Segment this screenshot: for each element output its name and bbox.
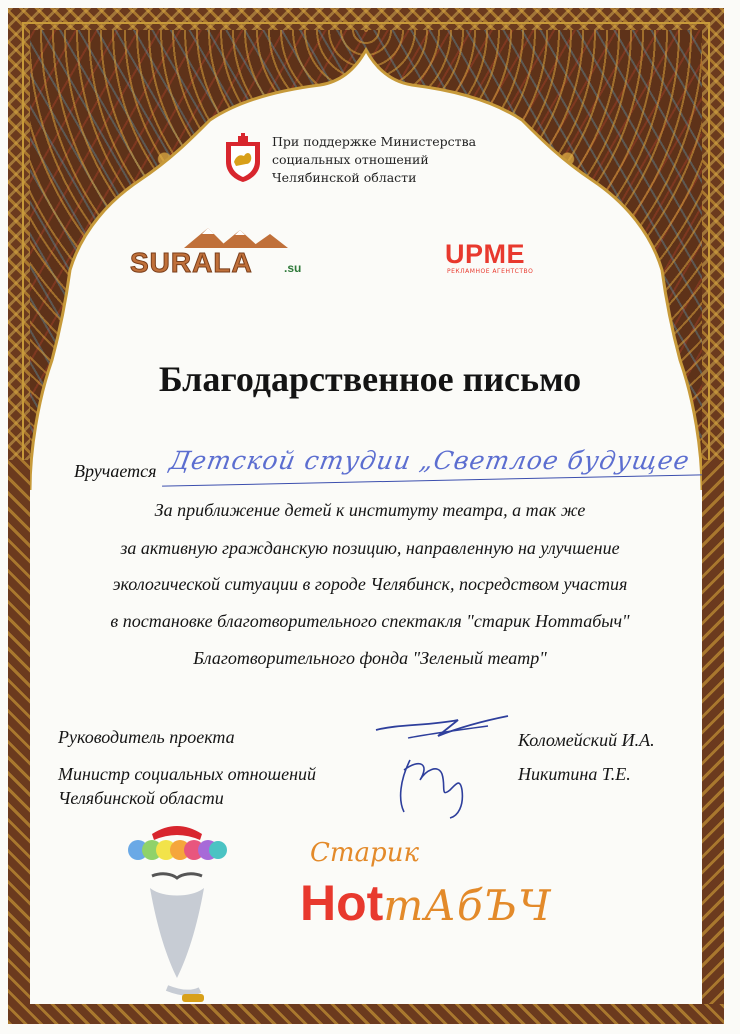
signer-role-minister-region: Челябинской области [58, 788, 224, 808]
hottabych-logo-rest: тАбЪЧ [383, 881, 552, 930]
svg-text:SURALA: SURALA [130, 247, 253, 278]
bottom-border-strip [8, 1004, 724, 1024]
body-line: за активную гражданскую позицию, направленную на улучшение [120, 538, 620, 558]
body-line: в постановке благотворительного спектакля "старик Hoттабыч" [110, 611, 630, 631]
hottabych-logo-top: Старик [310, 838, 419, 868]
upme-subtitle: РЕКЛАМНОЕ АГЕНТСТВО [447, 268, 534, 275]
upme-wordmark: UPME [445, 239, 526, 269]
surala-logo [128, 226, 308, 278]
page-title: Благодарственное письмо [158, 359, 582, 399]
signer-name-minister: Никитина Т.Е. [518, 764, 631, 784]
hottabych-logo-hot: Hot [300, 875, 384, 931]
recipient-handwriting: Детской студии „Светлое будущее [167, 446, 693, 475]
ministry-line: социальных отношений [272, 152, 429, 167]
body-line: экологической ситуации в городе Челябинск, посредством участия [112, 574, 628, 594]
ministry-line: Челябинской области [272, 170, 417, 185]
ministry-line: При поддержке Министерства [272, 134, 477, 149]
svg-text:.su: .su [284, 261, 302, 275]
signer-role-minister: Министр социальных отношений [58, 764, 317, 784]
body-line: Благотворительного фонда "Зеленый театр" [193, 648, 547, 668]
signer-role-project: Руководитель проекта [58, 727, 235, 747]
ministry-support-text [272, 133, 476, 187]
awarded-label: Вручается [74, 461, 157, 481]
signer-name-project: Коломейский И.А. [518, 730, 655, 750]
hottabych-logo-word [300, 874, 551, 932]
body-line: За приближение детей к институту театра, а так же [154, 500, 586, 520]
genie-hottabych-icon [122, 818, 232, 1008]
signature-minister [390, 750, 490, 820]
upme-logo [445, 240, 545, 284]
chelyabinsk-emblem-icon [222, 132, 264, 184]
signature-project [368, 700, 518, 750]
hottabych-logo [300, 838, 610, 938]
